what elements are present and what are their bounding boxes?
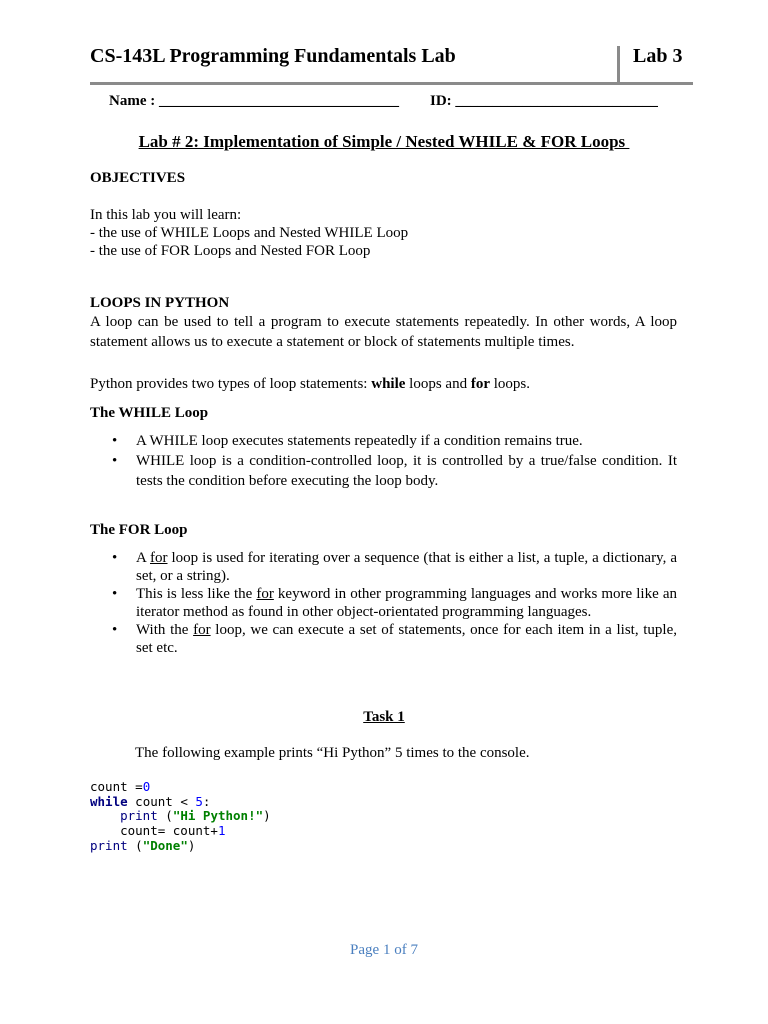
code-line: print ("Hi Python!") — [120, 808, 271, 824]
task-description: The following example prints “Hi Python” 5 times to the console. — [135, 745, 530, 761]
bullet-item: • WHILE loop is a condition-controlled loop, it is controlled by a true/false condition. It tests the condition before executing the loop body. — [90, 451, 677, 491]
for-keyword: for — [150, 550, 168, 566]
lab-title: Lab # 2: Implementation of Simple / Nested WHILE & FOR Loops — [138, 132, 630, 151]
code-line: while count < 5: — [90, 793, 211, 809]
for-keyword: for — [256, 586, 274, 602]
while-loop-heading: The WHILE Loop — [90, 405, 209, 421]
code-line: print ("Done") — [90, 837, 196, 853]
loops-heading: LOOPS IN PYTHON — [90, 295, 230, 311]
bullet-item: • A WHILE loop executes statements repeatedly if a condition remains true. — [90, 431, 677, 451]
loops-paragraph: A loop can be used to tell a program to execute statements repeatedly. In other words, A loop statement allows us to execute a statement or block of statements multiple times. — [90, 314, 677, 350]
code-line: count =0 — [90, 779, 151, 794]
for-loop-bullets — [90, 549, 677, 657]
for-loop-heading: The FOR Loop — [90, 522, 188, 538]
for-keyword: for — [193, 622, 211, 638]
id-field: ID: ___________________________ — [430, 93, 658, 109]
header-divider — [90, 82, 693, 85]
objectives-intro: In this lab you will learn: — [90, 207, 242, 223]
objective-item: - the use of WHILE Loops and Nested WHILE Loop — [90, 225, 409, 241]
code-block — [90, 780, 271, 854]
header-divider-vertical — [617, 46, 620, 83]
bullet-item: • This is less like the for keyword in other programming languages and works more like an iterator method as found in other object-orientated programming languages. — [90, 585, 677, 621]
bullet-item: • With the for loop, we can execute a set of statements, once for each item in a list, tuple, set etc. — [90, 621, 677, 657]
lab-number-label: Lab 3 — [633, 45, 683, 67]
task-title: Task 1 — [363, 709, 405, 725]
while-loop-bullets — [90, 431, 677, 491]
objective-item: - the use of FOR Loops and Nested FOR Loop — [90, 243, 371, 259]
page-number: Page 1 of 7 — [350, 942, 418, 958]
while-keyword: while — [371, 376, 406, 392]
course-title: CS-143L Programming Fundamentals Lab — [90, 45, 456, 67]
code-line: count= count+1 — [90, 823, 226, 839]
loop-types-sentence: Python provides two types of loop statements: while loops and for loops. — [90, 376, 530, 392]
bullet-item: • A for loop is used for iterating over a sequence (that is either a list, a tuple, a dictionary, a set, or a string). — [90, 549, 677, 585]
name-field: Name : ________________________________ — [109, 93, 399, 109]
for-keyword: for — [470, 376, 490, 392]
objectives-heading: OBJECTIVES — [90, 170, 186, 186]
